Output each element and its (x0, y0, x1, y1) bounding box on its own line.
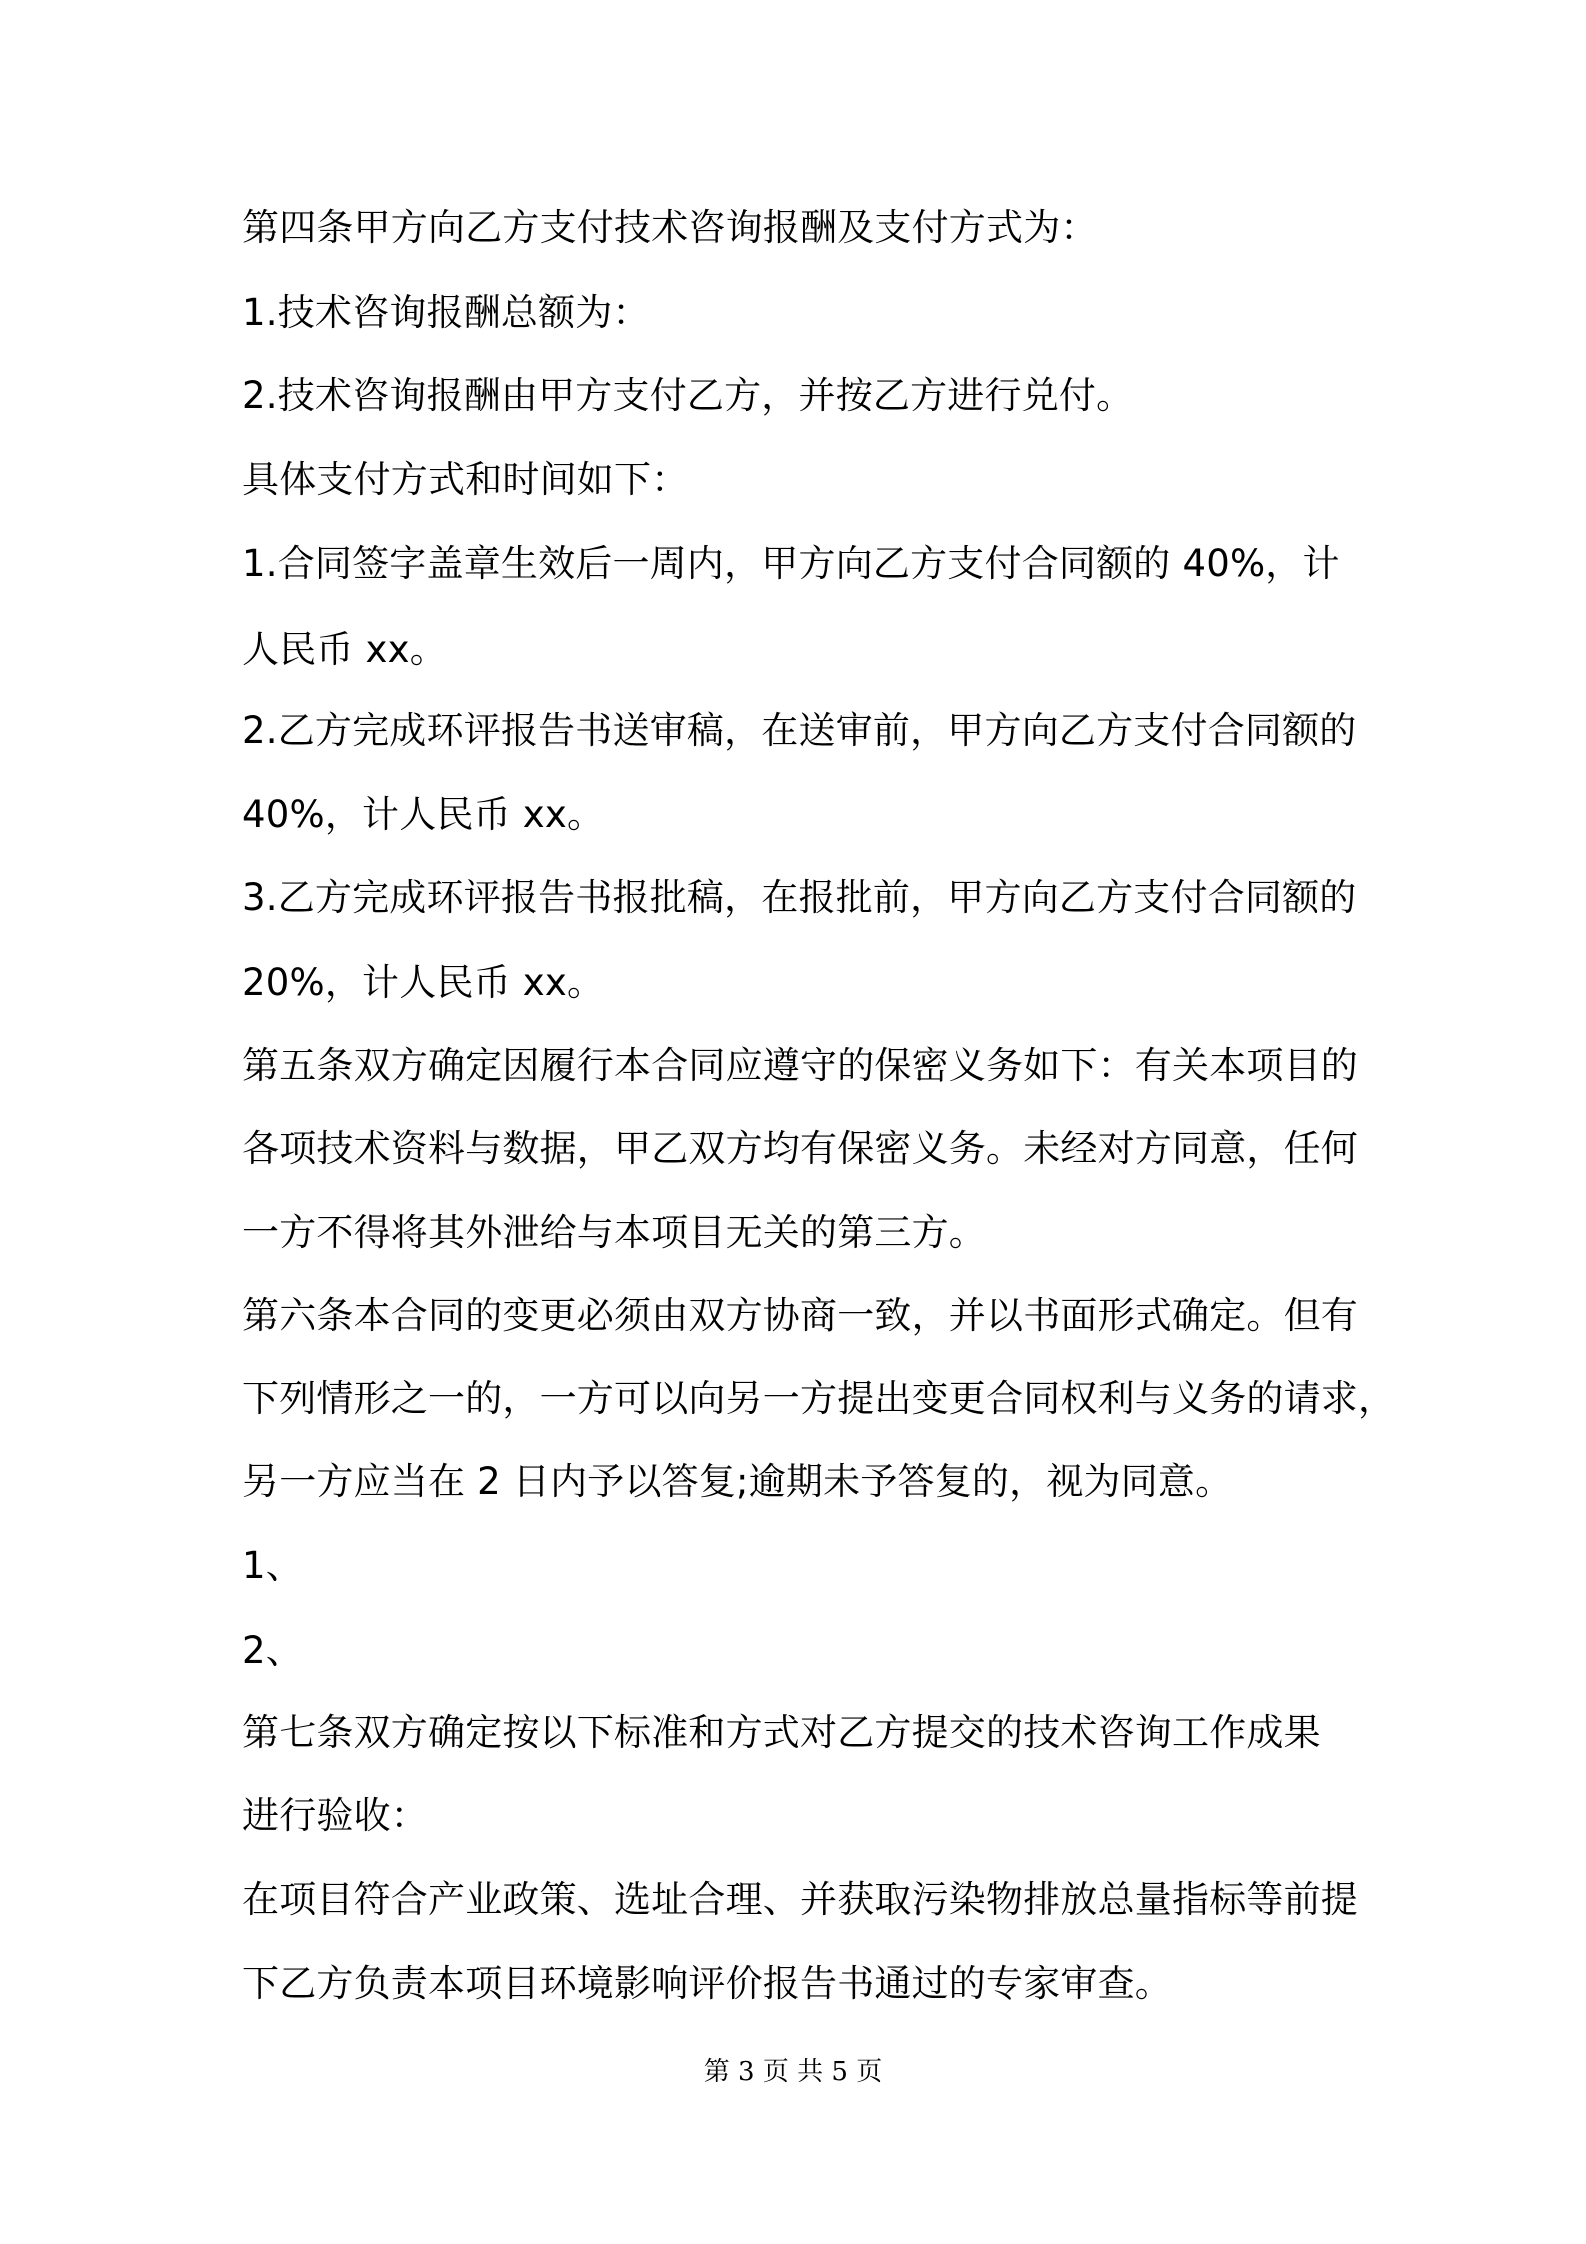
text-line: 40%，计人民币 xx。 (242, 793, 605, 836)
text-line: 一方不得将其外泄给与本项目无关的第三方。 (242, 1211, 986, 1254)
text-line: 1、 (242, 1544, 303, 1587)
text-line: 在项目符合产业政策、选址合理、并获取污染物排放总量指标等前提 (242, 1878, 1358, 1921)
text-line: 2.技术咨询报酬由甲方支付乙方，并按乙方进行兑付。 (242, 374, 1134, 417)
text-line: 人民币 xx。 (242, 628, 447, 671)
text-line: 20%，计人民币 xx。 (242, 961, 605, 1004)
text-line: 具体支付方式和时间如下： (242, 458, 689, 501)
text-line: 下列情形之一的，一方可以向另一方提出变更合同权利与义务的请求， (242, 1377, 1396, 1420)
page-number-footer: 第 3 页 共 5 页 (703, 2057, 883, 2087)
text-line: 3.乙方完成环评报告书报批稿，在报批前，甲方向乙方支付合同额的 (242, 876, 1357, 919)
text-line: 下乙方负责本项目环境影响评价报告书通过的专家审查。 (242, 1962, 1172, 2005)
text-line: 第六条本合同的变更必须由双方协商一致，并以书面形式确定。但有 (242, 1294, 1358, 1337)
text-line: 各项技术资料与数据，甲乙双方均有保密义务。未经对方同意，任何 (242, 1127, 1358, 1170)
text-line: 2、 (242, 1629, 303, 1672)
text-line: 1.技术咨询报酬总额为： (242, 291, 650, 334)
text-line: 第五条双方确定因履行本合同应遵守的保密义务如下：有关本项目的 (242, 1044, 1358, 1087)
text-line: 1.合同签字盖章生效后一周内，甲方向乙方支付合同额的 40%，计 (242, 542, 1340, 585)
text-line: 第四条甲方向乙方支付技术咨询报酬及支付方式为： (242, 206, 1098, 249)
text-line: 2.乙方完成环评报告书送审稿，在送审前，甲方向乙方支付合同额的 (242, 709, 1357, 752)
text-line: 另一方应当在 2 日内予以答复;逾期未予答复的，视为同意。 (242, 1460, 1233, 1503)
text-line: 进行验收： (242, 1794, 428, 1837)
text-line: 第七条双方确定按以下标准和方式对乙方提交的技术咨询工作成果 (242, 1711, 1321, 1754)
